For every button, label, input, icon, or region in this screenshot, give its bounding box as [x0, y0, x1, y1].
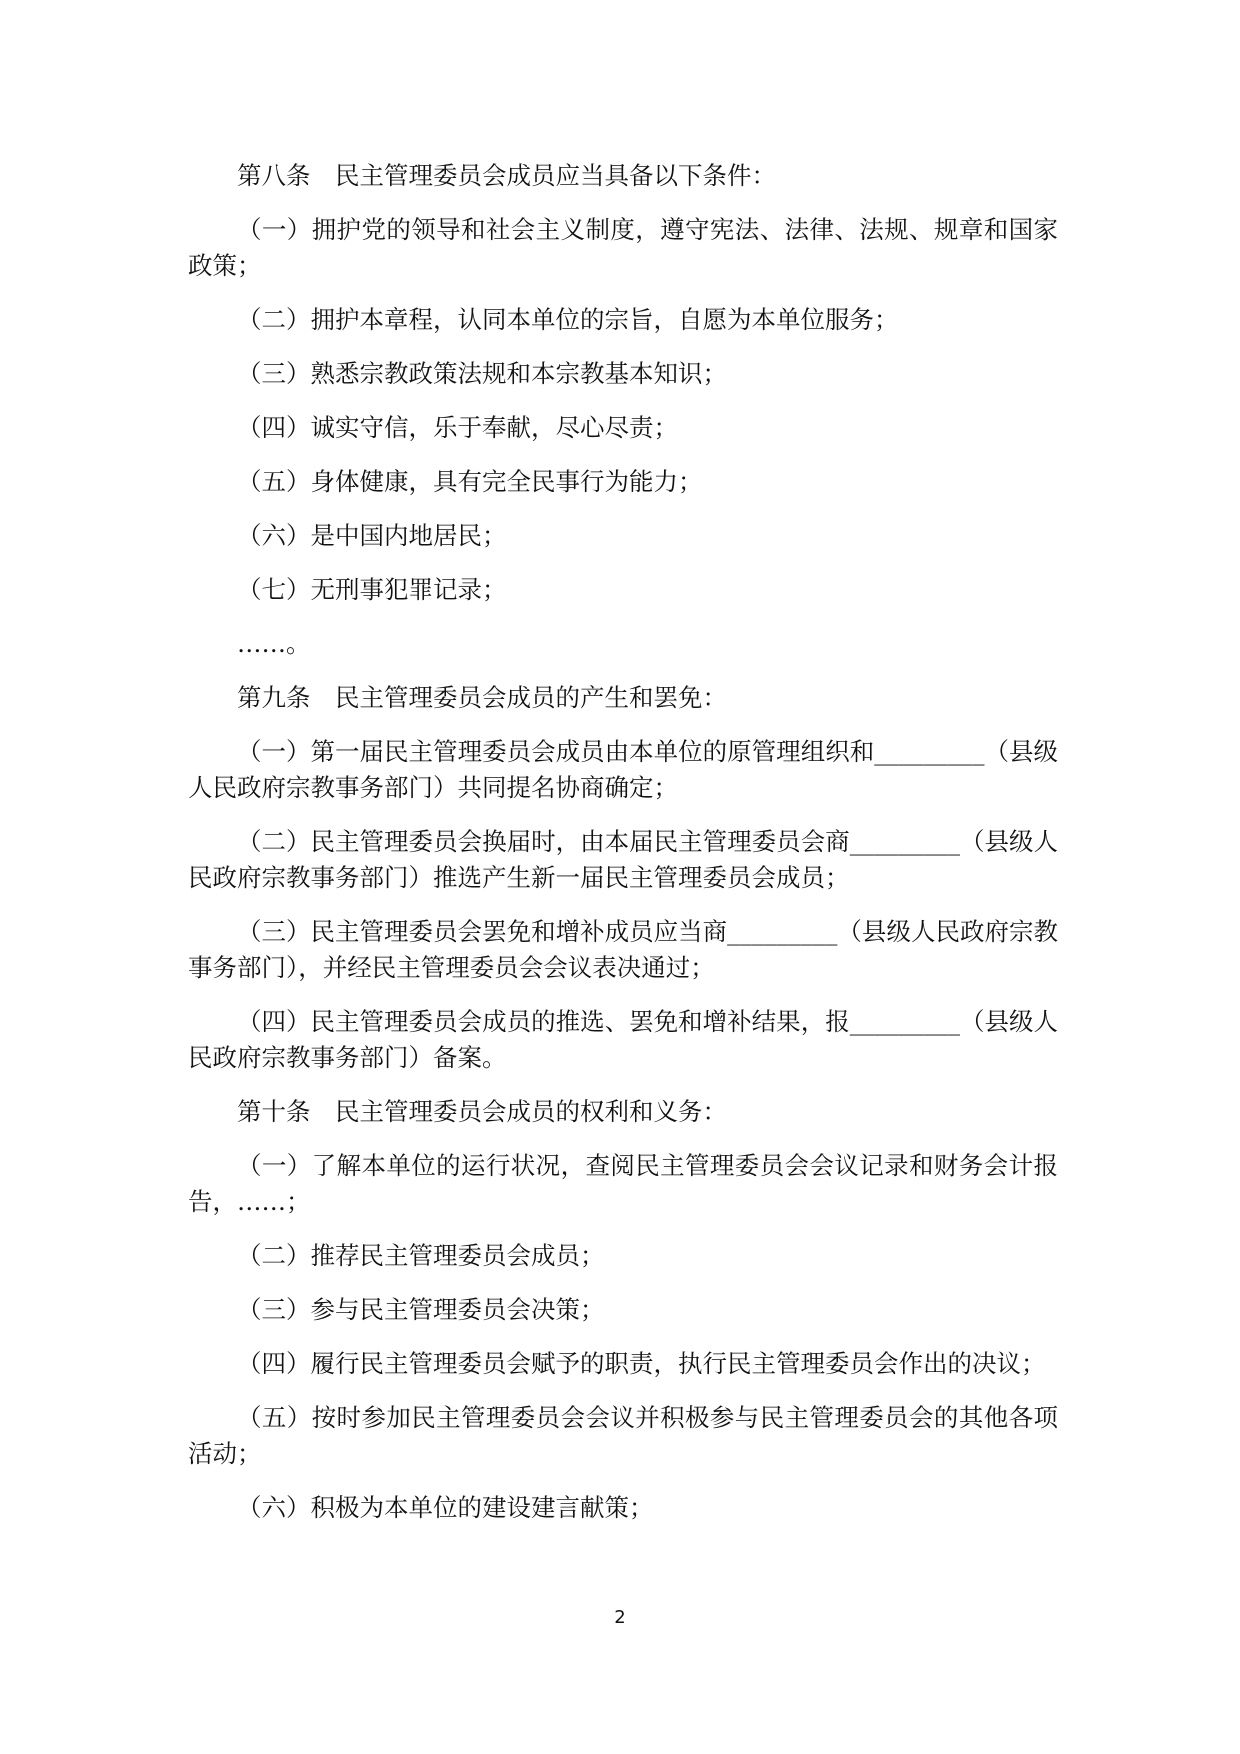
article-8-item-2: （二）拥护本章程，认同本单位的宗旨，自愿为本单位服务； — [237, 305, 899, 334]
article-10-item-3: （三）参与民主管理委员会决策； — [237, 1295, 605, 1324]
article-10-item-1: （一）了解本单位的运行状况，查阅民主管理委员会会议记录和财务会计报告，……； — [188, 1151, 1058, 1216]
article-8-ellipsis: ……。 — [237, 629, 311, 658]
article-8-item-1: （一）拥护党的领导和社会主义制度，遵守宪法、法律、法规、规章和国家政策； — [188, 215, 1058, 280]
page-number: 2 — [614, 1607, 626, 1628]
article-9-item-1: （一）第一届民主管理委员会成员由本单位的原管理组织和_________（县级人民政府宗教事务部门）共同提名协商确定； — [188, 737, 1058, 802]
article-8-item-3: （三）熟悉宗教政策法规和本宗教基本知识； — [237, 359, 727, 388]
article-9-heading: 第九条 民主管理委员会成员的产生和罢免： — [237, 683, 727, 712]
article-10-item-5: （五）按时参加民主管理委员会会议并积极参与民主管理委员会的其他各项活动； — [188, 1403, 1058, 1468]
article-9-item-3: （三）民主管理委员会罢免和增补成员应当商_________（县级人民政府宗教事务部门），并经民主管理委员会会议表决通过； — [188, 917, 1058, 982]
article-8-item-7: （七）无刑事犯罪记录； — [237, 575, 507, 604]
article-10-item-4: （四）履行民主管理委员会赋予的职责，执行民主管理委员会作出的决议； — [237, 1349, 1046, 1378]
article-9-item-4: （四）民主管理委员会成员的推选、罢免和增补结果，报_________（县级人民政府宗教事务部门）备案。 — [188, 1007, 1058, 1072]
article-9-item-2: （二）民主管理委员会换届时，由本届民主管理委员会商_________（县级人民政府宗教事务部门）推选产生新一届民主管理委员会成员； — [188, 827, 1058, 892]
document-body — [188, 158, 1058, 1544]
article-10-heading: 第十条 民主管理委员会成员的权利和义务： — [237, 1097, 727, 1126]
article-8-heading: 第八条 民主管理委员会成员应当具备以下条件： — [237, 161, 776, 190]
article-10-item-2: （二）推荐民主管理委员会成员； — [237, 1241, 605, 1270]
article-8-item-6: （六）是中国内地居民； — [237, 521, 507, 550]
article-8-item-4: （四）诚实守信，乐于奉献，尽心尽责； — [237, 413, 678, 442]
article-8-item-5: （五）身体健康，具有完全民事行为能力； — [237, 467, 703, 496]
article-10-item-6: （六）积极为本单位的建设建言献策； — [237, 1493, 654, 1522]
